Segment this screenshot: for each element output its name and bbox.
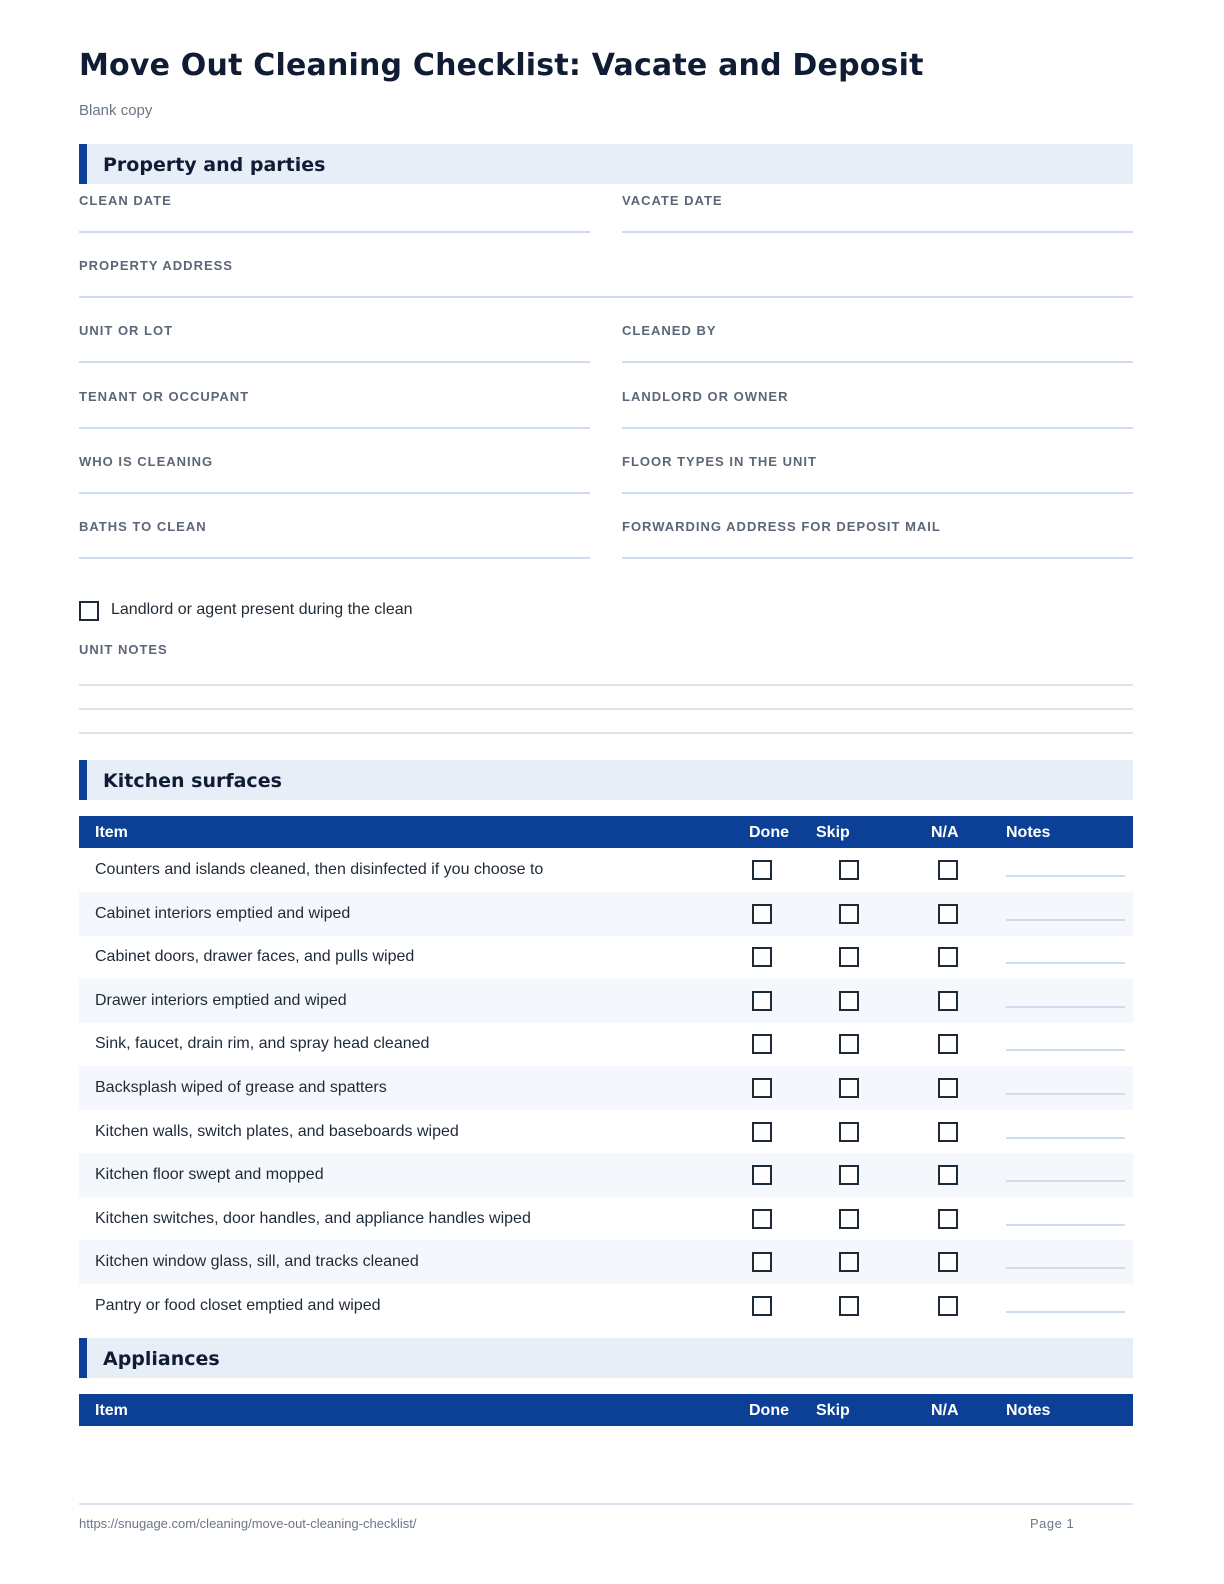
na-checkbox[interactable] [938, 991, 958, 1011]
cleaned-by-field[interactable] [622, 323, 1133, 363]
done-checkbox[interactable] [752, 1122, 772, 1142]
unit-notes-label: UNIT NOTES [79, 642, 168, 657]
skip-checkbox[interactable] [839, 991, 859, 1011]
column-header-item: Item [95, 824, 128, 841]
column-header-done: Done [749, 1402, 789, 1419]
done-checkbox[interactable] [752, 860, 772, 880]
na-checkbox[interactable] [938, 904, 958, 924]
done-checkbox[interactable] [752, 1034, 772, 1054]
skip-checkbox[interactable] [839, 860, 859, 880]
row-item-label: Cabinet interiors emptied and wiped [95, 904, 351, 922]
column-header-skip: Skip [816, 1402, 850, 1419]
row-item-label: Backsplash wiped of grease and spatters [95, 1079, 387, 1096]
section-heading-kitchen [79, 760, 1133, 800]
row-notes-line[interactable] [1006, 1224, 1125, 1226]
landlord-present-checkbox[interactable] [79, 601, 99, 621]
landlord-label: LANDLORD OR OWNER [622, 389, 789, 404]
row-item-label: Kitchen walls, switch plates, and baseboards wiped [95, 1122, 459, 1140]
skip-checkbox[interactable] [839, 947, 859, 967]
row-item-label: Drawer interiors emptied and wiped [95, 991, 347, 1009]
table-row [79, 1284, 1133, 1328]
row-notes-line[interactable] [1006, 1267, 1125, 1269]
table-row [79, 1110, 1133, 1154]
column-header-item: Item [95, 1402, 128, 1419]
table-row [79, 848, 1133, 892]
row-notes-line[interactable] [1006, 1006, 1125, 1008]
landlord-present-label: Landlord or agent present during the clean [111, 601, 413, 618]
skip-checkbox[interactable] [839, 904, 859, 924]
row-notes-line[interactable] [1006, 875, 1125, 877]
done-checkbox[interactable] [752, 1165, 772, 1185]
baths-to-clean-field[interactable] [79, 519, 590, 559]
column-header-notes: Notes [1006, 1402, 1051, 1419]
baths-to-clean-label: BATHS TO CLEAN [79, 519, 207, 534]
skip-checkbox[interactable] [839, 1122, 859, 1142]
page-number: Page 1 [1030, 1516, 1075, 1531]
row-item-label: Cabinet doors, drawer faces, and pulls wiped [95, 948, 415, 966]
na-checkbox[interactable] [938, 1078, 958, 1098]
footer-divider [79, 1503, 1133, 1505]
page-title: Move Out Cleaning Checklist: Vacate and Deposit [79, 48, 924, 83]
property-address-field[interactable] [79, 258, 1133, 298]
na-checkbox[interactable] [938, 1122, 958, 1142]
row-item-label: Kitchen floor swept and mopped [95, 1166, 324, 1184]
forwarding-address-label: FORWARDING ADDRESS FOR DEPOSIT MAIL [622, 519, 941, 534]
na-checkbox[interactable] [938, 947, 958, 967]
na-checkbox[interactable] [938, 1252, 958, 1272]
column-header-na: N/A [931, 1402, 959, 1419]
tenant-field[interactable] [79, 389, 590, 429]
skip-checkbox[interactable] [839, 1165, 859, 1185]
table-row [79, 892, 1133, 936]
done-checkbox[interactable] [752, 991, 772, 1011]
row-notes-line[interactable] [1006, 1049, 1125, 1051]
footer-url: https://snugage.com/cleaning/move-out-cleaning-checklist/ [79, 1516, 417, 1531]
row-notes-line[interactable] [1006, 1311, 1125, 1313]
page-subtitle: Blank copy [79, 102, 153, 119]
property-address-label: PROPERTY ADDRESS [79, 258, 233, 273]
cleaned-by-label: CLEANED BY [622, 323, 717, 338]
section-heading-appliances [79, 1338, 1133, 1378]
column-header-done: Done [749, 824, 789, 841]
skip-checkbox[interactable] [839, 1078, 859, 1098]
row-notes-line[interactable] [1006, 1137, 1125, 1139]
table-row [79, 1197, 1133, 1241]
done-checkbox[interactable] [752, 1209, 772, 1229]
section-heading-kitchen-label: Kitchen surfaces [103, 770, 282, 792]
row-item-label: Kitchen window glass, sill, and tracks cleaned [95, 1253, 419, 1271]
row-notes-line[interactable] [1006, 1180, 1125, 1182]
row-item-label: Sink, faucet, drain rim, and spray head cleaned [95, 1035, 430, 1053]
done-checkbox[interactable] [752, 1252, 772, 1272]
skip-checkbox[interactable] [839, 1296, 859, 1316]
tenant-label: TENANT OR OCCUPANT [79, 389, 250, 404]
done-checkbox[interactable] [752, 904, 772, 924]
skip-checkbox[interactable] [839, 1034, 859, 1054]
clean-date-field[interactable] [79, 193, 590, 233]
column-header-notes: Notes [1006, 824, 1051, 841]
who-is-cleaning-field[interactable] [79, 454, 590, 494]
table-row [79, 979, 1133, 1023]
na-checkbox[interactable] [938, 1165, 958, 1185]
unit-notes-line[interactable] [79, 684, 1133, 686]
unit-or-lot-label: UNIT OR LOT [79, 323, 174, 338]
row-item-label: Kitchen switches, door handles, and appliance handles wiped [95, 1209, 531, 1227]
floor-types-field[interactable] [622, 454, 1133, 494]
skip-checkbox[interactable] [839, 1252, 859, 1272]
table-row [79, 1066, 1133, 1110]
done-checkbox[interactable] [752, 1078, 772, 1098]
row-item-label: Counters and islands cleaned, then disinfected if you choose to [95, 861, 544, 878]
na-checkbox[interactable] [938, 860, 958, 880]
vacate-date-label: VACATE DATE [622, 193, 723, 208]
vacate-date-field[interactable] [622, 193, 1133, 233]
row-notes-line[interactable] [1006, 962, 1125, 964]
table-row [79, 1153, 1133, 1197]
row-notes-line[interactable] [1006, 1093, 1125, 1095]
floor-types-label: FLOOR TYPES IN THE UNIT [622, 454, 817, 469]
unit-notes-line[interactable] [79, 708, 1133, 710]
section-heading-appliances-label: Appliances [103, 1348, 220, 1370]
who-is-cleaning-label: WHO IS CLEANING [79, 454, 214, 469]
unit-or-lot-field[interactable] [79, 323, 590, 363]
forwarding-address-field[interactable] [622, 519, 1133, 559]
kitchen-table-header [79, 816, 1133, 848]
landlord-field[interactable] [622, 389, 1133, 429]
skip-checkbox[interactable] [839, 1209, 859, 1229]
table-row [79, 1022, 1133, 1066]
table-row [79, 935, 1133, 979]
section-heading-property [79, 144, 1133, 184]
checklist-page [79, 0, 1133, 1584]
done-checkbox[interactable] [752, 947, 772, 967]
column-header-skip: Skip [816, 824, 850, 841]
appliances-table-header [79, 1394, 1133, 1426]
section-heading-property-label: Property and parties [103, 154, 326, 176]
na-checkbox[interactable] [938, 1296, 958, 1316]
na-checkbox[interactable] [938, 1034, 958, 1054]
row-item-label: Pantry or food closet emptied and wiped [95, 1297, 381, 1314]
done-checkbox[interactable] [752, 1296, 772, 1316]
clean-date-label: CLEAN DATE [79, 193, 172, 208]
row-notes-line[interactable] [1006, 919, 1125, 921]
unit-notes-line[interactable] [79, 732, 1133, 734]
na-checkbox[interactable] [938, 1209, 958, 1229]
column-header-na: N/A [931, 824, 959, 841]
table-row [79, 1240, 1133, 1284]
